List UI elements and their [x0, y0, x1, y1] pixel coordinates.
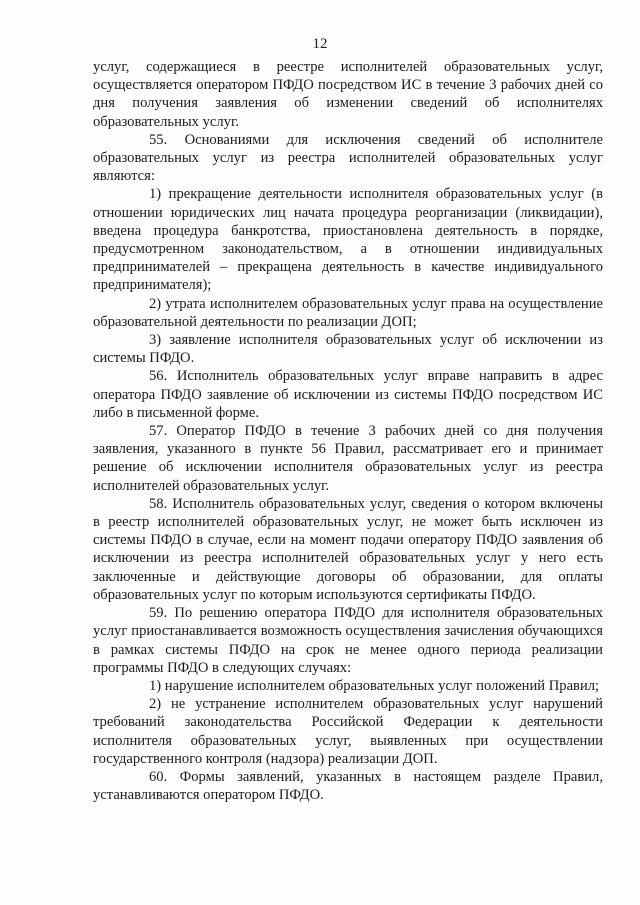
page-number: 12 [312, 36, 328, 52]
paragraph-55-item-1: 1) прекращение деятельности исполнителя образовательных услуг (в отношении юридических лиц начата процедура реорганизации (ликвидации), введена процедура банкротства, приостановлена деятельность в порядке, предусмотренном законодательством, а в отношении индивидуальных предпринимателей – прекращена деятельность в качестве индивидуального предпринимателя); [93, 186, 603, 294]
paragraph-55-item-2: 2) утрата исполнителем образовательных услуг права на осуществление образовательной деятельности по реализации ДОП; [93, 295, 603, 330]
paragraph-59-item-1: 1) нарушение исполнителем образовательных услуг положений Правил; [149, 677, 600, 694]
paragraph-55: 55. Основаниями для исключения сведений об исполнителе образовательных услуг из реестра исполнителей образовательных услуг являются: [93, 131, 603, 185]
document-body [93, 58, 603, 804]
paragraph-55-item-3: 3) заявление исполнителя образовательных услуг об исключении из системы ПФДО. [93, 332, 603, 367]
paragraph-continuation: услуг, содержащиеся в реестре исполнителей образовательных услуг, осуществляется оператором ПФДО посредством ИС в течение 3 рабочих дней со дня получения заявления об изменении сведений об исполнителях образовательных услуг. [93, 59, 603, 130]
paragraph-59: 59. По решению оператора ПФДО для исполнителя образовательных услуг приостанавливается возможность осуществления зачисления обучающихся в рамках системы ПФДО на срок не менее одного периода реализации программы ПФДО в следующих случаях: [93, 605, 603, 676]
paragraph-59-item-2: 2) не устранение исполнителем образовательных услуг нарушений требований законодательства Российской Федерации к деятельности исполнителя образовательных услуг, выявленных при осуществлении государственного контроля (надзора) реализации ДОП. [93, 696, 603, 767]
paragraph-56: 56. Исполнитель образовательных услуг вправе направить в адрес оператора ПФДО заявление об исключении из системы ПФДО посредством ИС либо в письменной форме. [93, 368, 603, 421]
paragraph-60: 60. Формы заявлений, указанных в настоящем разделе Правил, устанавливаются оператором ПФДО. [93, 768, 603, 804]
paragraph-57: 57. Оператор ПФДО в течение 3 рабочих дней со дня получения заявления, указанного в пункте 56 Правил, рассматривает его и принимает решение об исключении исполнителя образовательных услуг из реестра исполнителей образовательных услуг. [93, 423, 603, 494]
paragraph-58: 58. Исполнитель образовательных услуг, сведения о котором включены в реестр исполнителей образовательных услуг, не может быть исключен из системы ПФДО в случае, если на момент подачи оператору ПФДО заявления об исключении из реестра исполнителей образовательных услуг у него есть заключенные и действующие договоры об образовании, для оплаты образовательных услуг по которым используются сертификаты ПФДО. [93, 495, 603, 603]
